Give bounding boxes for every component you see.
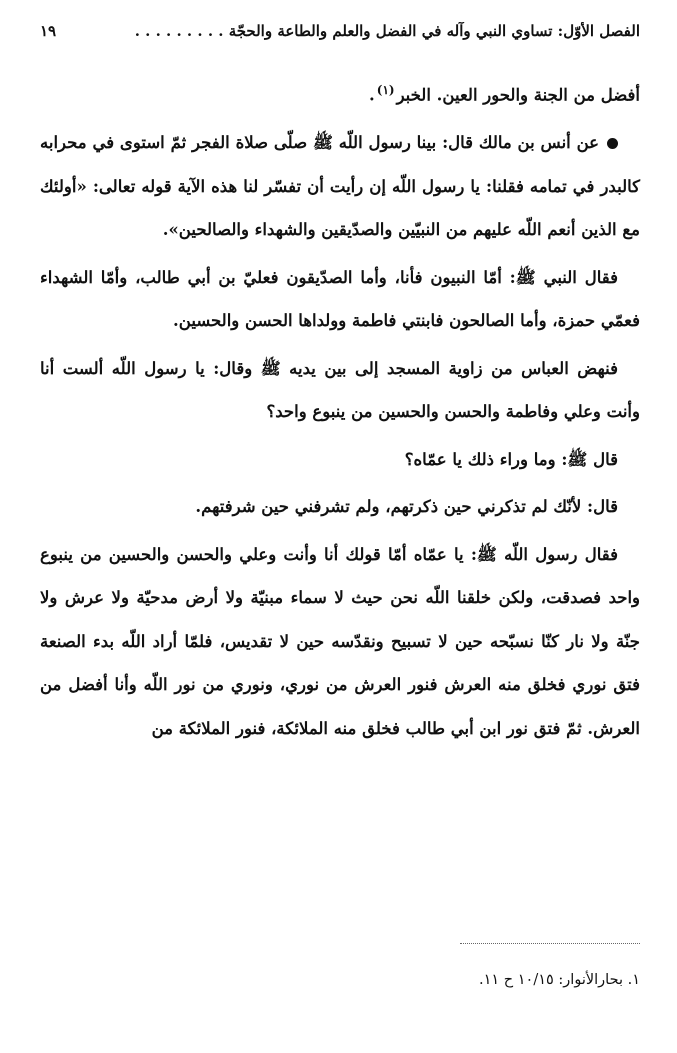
paragraph-6: فقال رسول اللّه ﷺ: يا عمّاه أمّا قولك أنا وأنت وعلي والحسن والحسين من ينبوع واحد فصدقت، ولكن خلقنا اللّه نحن حيث لا سماء مبنيّة ولا أرض مدحيّة ولا عرش ولا جنّة ولا نار كنّا نسبّحه حين لا تسبيح ونقدّسه حين لا تقديس، فلمّا أراد اللّه بدء الصنعة فتق نوري فخلق منه العرش فنور العرش من نوري، ونوري من نور اللّه وأنا أفضل من العرش. ثمّ فتق نور ابن أبي طالب فخلق منه الملائكة، فنور الملائكة من xyxy=(40,544,640,738)
book-page xyxy=(40,22,640,1032)
footnote-separator xyxy=(460,943,640,944)
paragraph-5: قال: لأنّك لم تذكرني حين ذكرتهم، ولم تشرفني حين شرفتهم. xyxy=(195,497,618,516)
running-header xyxy=(40,22,640,59)
page-number: ١٩ xyxy=(40,22,57,40)
footnote-reference: (١) xyxy=(376,83,395,97)
bullet-icon xyxy=(607,138,618,149)
paragraph-1-text: عن أنس بن مالك قال: بينا رسول اللّه ﷺ صلّى صلاة الفجر ثمّ استوى في محرابه كالبدر في تمامه فقلنا: يا رسول اللّه إن رأيت أن تفسّر لنا هذه الآية قوله تعالى: «أولئك مع الذين أنعم اللّه عليهم من النبيّين والصدّيقين والشهداء والصالحين». xyxy=(40,133,640,239)
paragraph-0-end: . xyxy=(369,85,375,105)
paragraph-2: فقال النبي ﷺ: أمّا النبيون فأنا، وأما الصدّيقون فعليّ بن أبي طالب، وأمّا الشهداء فعمّي حمزة، وأما الصالحون فابنتي فاطمة وولداها الحسن والحسين. xyxy=(40,267,640,330)
chapter-title: الفصل الأوّل: تساوي النبي وآله في الفضل والعلم والطاعة والحجّة . . . . . . . . . xyxy=(134,22,640,40)
paragraph-1 xyxy=(40,121,640,252)
paragraph-0-text: أفضل من الجنة والحور العين. الخبر xyxy=(396,85,640,105)
paragraph-4: قال ﷺ: وما وراء ذلك يا عمّاه؟ xyxy=(404,449,618,469)
footnote: ١. بحارالأنوار: ١٠/١٥ ح ١١. xyxy=(479,972,640,988)
body-text xyxy=(40,69,640,750)
paragraph-0 xyxy=(40,69,640,117)
paragraph-3: فنهض العباس من زاوية المسجد إلى بين يديه ﷺ وقال: يا رسول اللّه ألست أنا وأنت وعلي وفاطمة والحسن والحسين من ينبوع واحد؟ xyxy=(40,358,640,421)
